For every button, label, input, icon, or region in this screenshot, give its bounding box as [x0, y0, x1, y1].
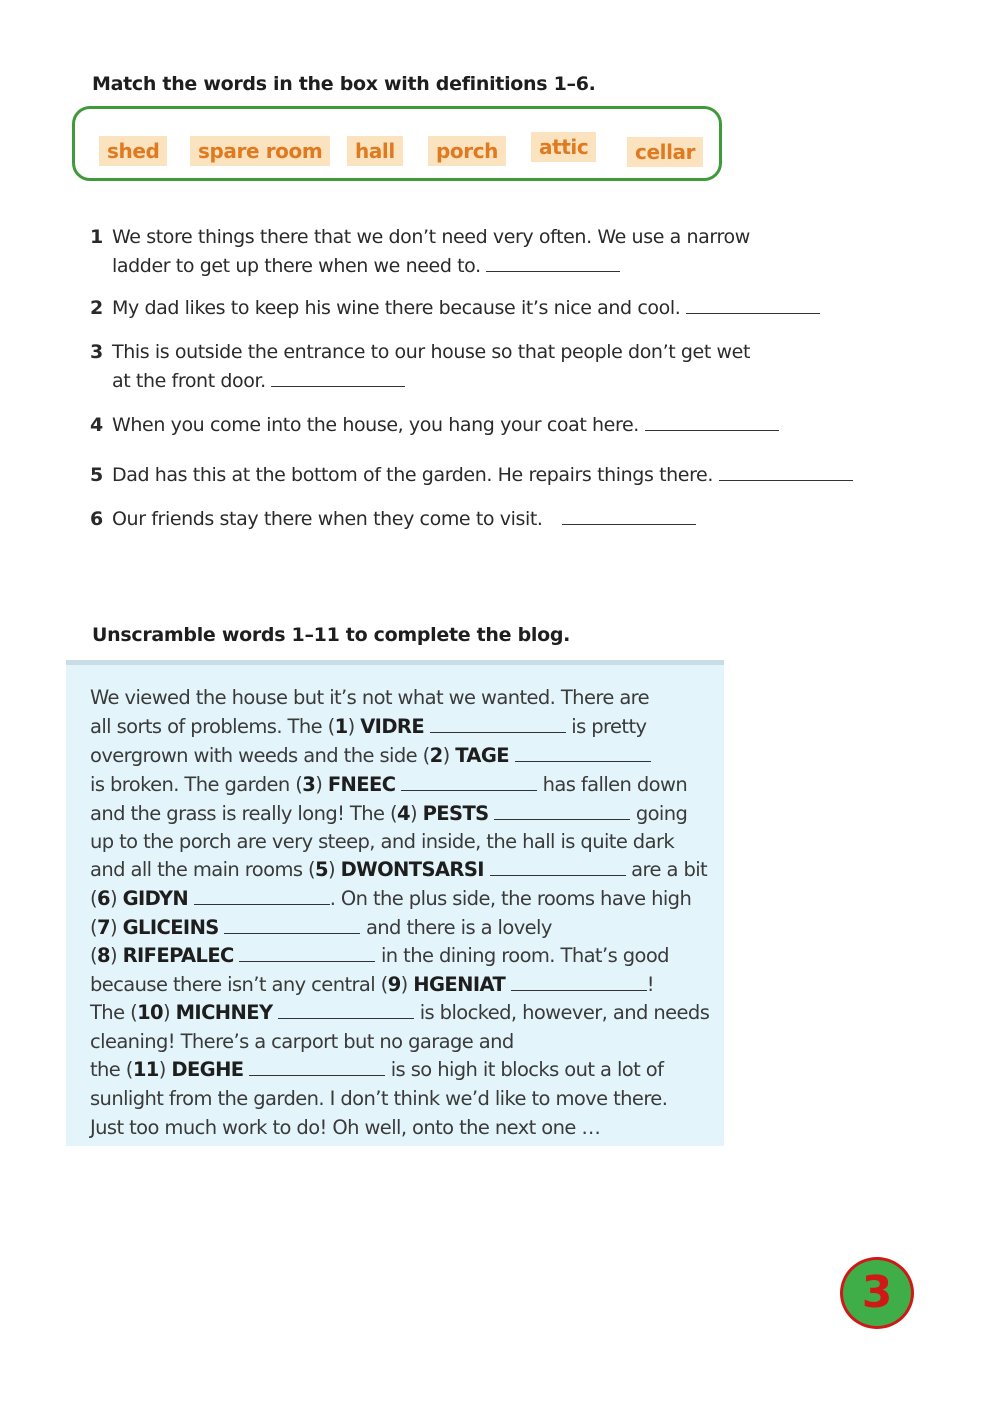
scrambled-word: DEGHE — [171, 1058, 244, 1081]
blog-blank-2[interactable] — [515, 745, 651, 762]
blog-line: because there isn’t any central (9) HGENIAT ! — [90, 973, 654, 996]
definition-4: 4 When you come into the house, you hang your coat here. — [90, 411, 779, 440]
blog-blank-8[interactable] — [239, 945, 375, 962]
blog-blank-6[interactable] — [194, 888, 330, 905]
word-hall: hall — [347, 136, 403, 166]
blog-blank-7[interactable] — [224, 917, 360, 934]
page-number: 3 — [861, 1267, 893, 1318]
blog-line: sunlight from the garden. I don’t think we’d like to move there. — [90, 1087, 668, 1110]
blog-blank-9[interactable] — [511, 974, 647, 991]
blog-line: and all the main rooms (5) DWONTSARSI are a bit — [90, 858, 708, 881]
answer-blank-5[interactable] — [719, 462, 853, 481]
scrambled-word: PESTS — [422, 802, 489, 825]
exercise2-heading: Unscramble words 1–11 to complete the blog. — [92, 624, 571, 646]
scrambled-word: GLICEINS — [122, 916, 219, 939]
blog-line: The (10) MICHNEY is blocked, however, and needs — [90, 1001, 710, 1024]
blog-line: We viewed the house but it’s not what we wanted. There are — [90, 686, 650, 709]
scrambled-word: GIDYN — [122, 887, 189, 910]
blog-blank-11[interactable] — [249, 1059, 385, 1076]
blog-line: the (11) DEGHE is so high it blocks out a lot of — [90, 1058, 664, 1081]
scrambled-word: HGENIAT — [413, 973, 506, 996]
scrambled-word: VIDRE — [360, 715, 425, 738]
definition-6: 6 Our friends stay there when they come to visit. — [90, 505, 696, 534]
answer-blank-2[interactable] — [686, 295, 820, 314]
blog-line: and the grass is really long! The (4) PESTS going — [90, 802, 688, 825]
blog-line: cleaning! There’s a carport but no garage and — [90, 1030, 514, 1053]
blog-line: all sorts of problems. The (1) VIDRE is pretty — [90, 715, 647, 738]
definition-2: 2 My dad likes to keep his wine there because it’s nice and cool. — [90, 294, 820, 323]
blog-blank-10[interactable] — [278, 1002, 414, 1019]
blog-blank-4[interactable] — [494, 803, 630, 820]
definition-3: 3 This is outside the entrance to our house so that people don’t get wet at the front door. — [90, 341, 751, 392]
answer-blank-3[interactable] — [271, 368, 405, 387]
blog-blank-1[interactable] — [430, 716, 566, 733]
exercise1-heading: Match the words in the box with definitions 1–6. — [92, 73, 596, 95]
word-attic: attic — [531, 132, 596, 162]
definition-5: 5 Dad has this at the bottom of the garden. He repairs things there. — [90, 461, 853, 490]
word-cellar: cellar — [627, 137, 703, 167]
blog-blank-5[interactable] — [490, 859, 626, 876]
blog-line: (8) RIFEPALEC in the dining room. That’s good — [90, 944, 669, 967]
definition-1: 1 We store things there that we don’t need very often. We use a narrow ladder to get up there when we need to. — [90, 226, 750, 277]
scrambled-word: MICHNEY — [175, 1001, 273, 1024]
word-porch: porch — [428, 136, 506, 166]
blog-line: (6) GIDYN . On the plus side, the rooms have high — [90, 887, 692, 910]
page-number-badge — [840, 1257, 914, 1329]
blog-line: up to the porch are very steep, and inside, the hall is quite dark — [90, 830, 675, 853]
scrambled-word: RIFEPALEC — [122, 944, 234, 967]
blog-line: Just too much work to do! Oh well, onto the next one … — [90, 1116, 601, 1139]
answer-blank-6[interactable] — [562, 506, 696, 525]
word-box — [72, 106, 722, 181]
answer-blank-4[interactable] — [645, 412, 779, 431]
word-spare-room: spare room — [190, 136, 330, 166]
scrambled-word: TAGE — [455, 744, 510, 767]
blog-line: overgrown with weeds and the side (2) TAGE — [90, 744, 651, 767]
blog-line: is broken. The garden (3) FNEEC has fallen down — [90, 773, 688, 796]
blog-blank-3[interactable] — [401, 774, 537, 791]
answer-blank-1[interactable] — [486, 253, 620, 272]
blog-line: (7) GLICEINS and there is a lovely — [90, 916, 552, 939]
word-shed: shed — [99, 136, 167, 166]
scrambled-word: FNEEC — [327, 773, 396, 796]
scrambled-word: DWONTSARSI — [340, 858, 484, 881]
